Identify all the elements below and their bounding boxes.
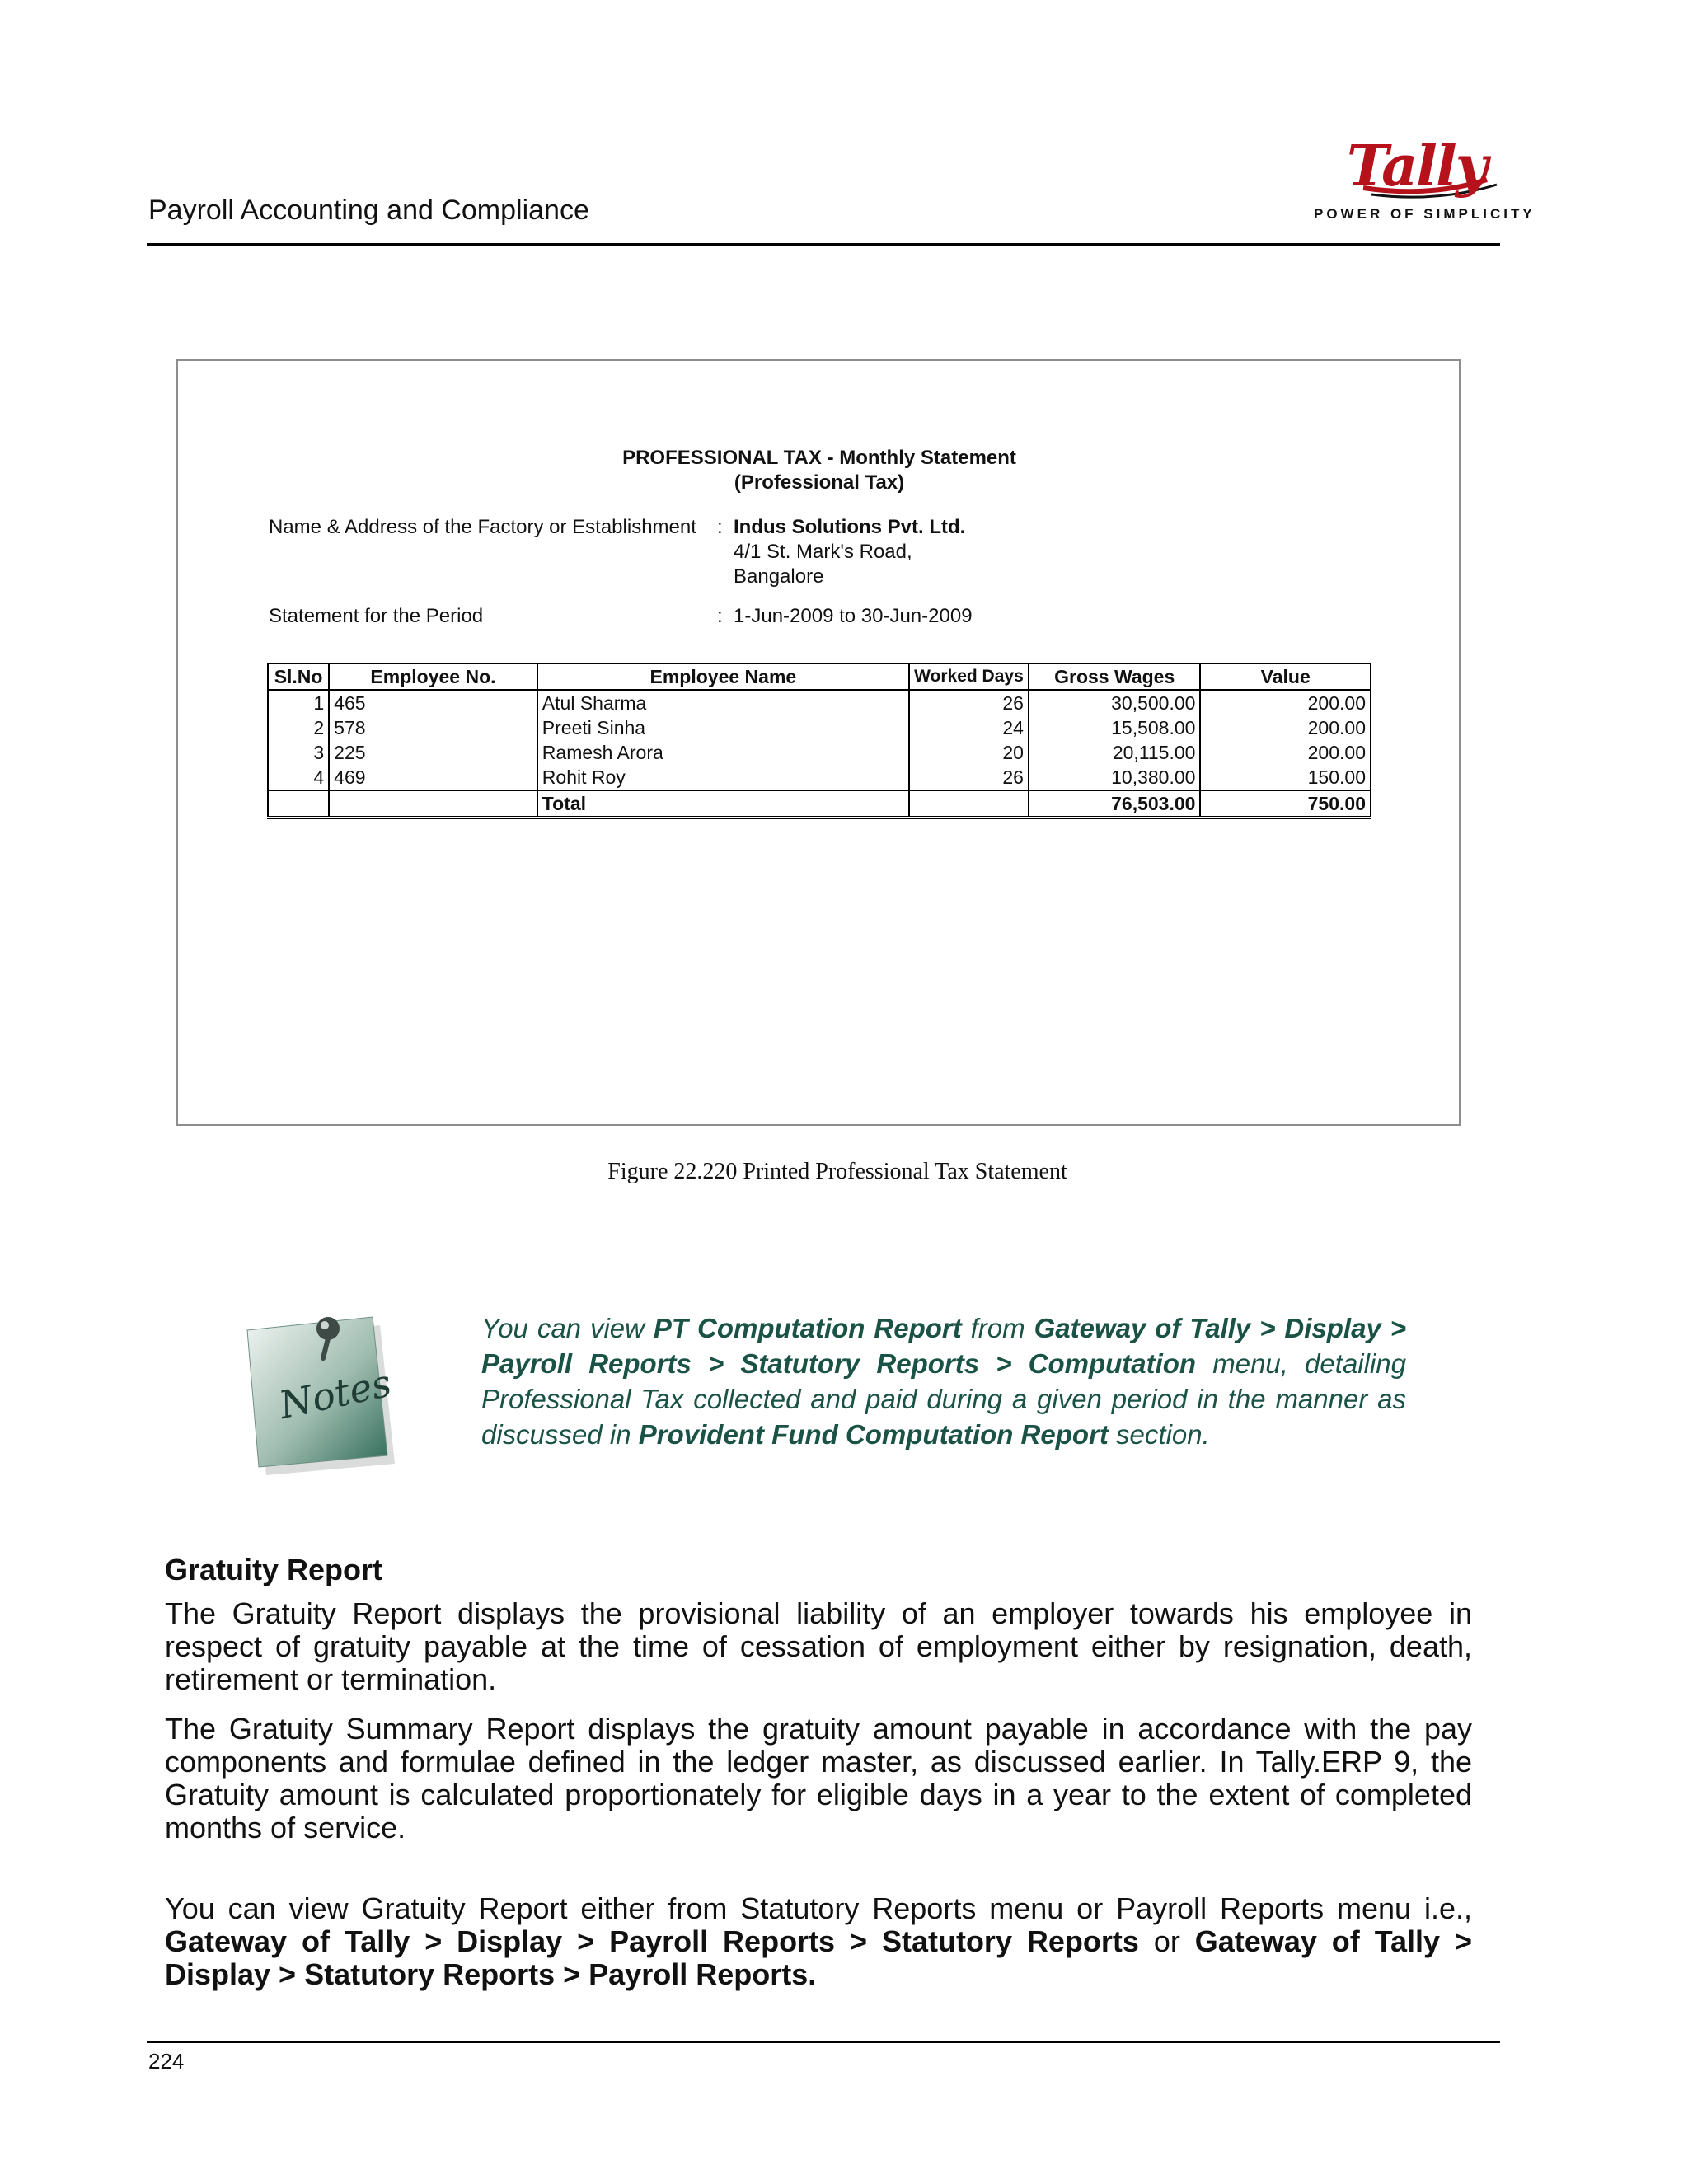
table-row [268,715,1371,740]
col-header-employee-name: Employee Name [537,663,909,690]
notes-bold-pf-computation: Provident Fund Computation Report [638,1419,1109,1450]
logo-tagline: POWER OF SIMPLICITY [1314,206,1536,222]
para3-text-2: or [1138,1924,1195,1958]
col-header-employee-no: Employee No. [329,663,537,690]
table-header-row [268,663,1371,690]
cell-gross-wages: 10,380.00 [1029,765,1201,790]
name-address-label: Name & Address of the Factory or Establishment [269,516,696,538]
notes-text-2: from [961,1313,1034,1343]
cell-worked-days: 20 [909,740,1029,765]
page-number: 224 [148,2049,185,2074]
name-address-separator: : [717,516,723,538]
notes-bold-pt-computation: PT Computation Report [653,1313,962,1343]
para3-text-1: You can view Gratuity Report either from Statutory Reports menu or Payroll Reports menu i.e., [165,1891,1472,1925]
col-header-gross-wages: Gross Wages [1029,663,1201,690]
notes-icon-text: Notes [274,1360,396,1428]
statement-title: PROFESSIONAL TAX - Monthly Statement [622,447,1016,469]
paragraph-gratuity-summary: The Gratuity Summary Report displays the gratuity amount payable in accordance with the pay components and formulae defined in the ledger master, as discussed earlier. In Tally.ERP 9, the Gratuity amount is calculated proportionately for eligible days in a year to the extent of completed months of service. [165,1712,1472,1844]
table-row [268,740,1371,765]
logo-wordmark: Tally [1347,134,1487,199]
statement-subtitle: (Professional Tax) [734,471,905,494]
para3-bold-path-2: Gateway of Tally > Display > Statutory Reports > Payroll Reports. [165,1924,1473,1991]
notes-callout-text [481,1310,1406,1452]
paragraph-view-gratuity [165,1892,1472,1991]
cell-employee-no: 225 [329,740,537,765]
cell-employee-name: Ramesh Arora [537,740,909,765]
col-header-slno: Sl.No [268,663,329,690]
pt-statement-table [267,663,1372,819]
para3-bold-path-1: Gateway of Tally > Display > Payroll Reports > Statutory Reports [165,1924,1139,1958]
cell-value: 200.00 [1200,740,1371,765]
notes-text-1: You can view [481,1313,654,1343]
cell-value: 150.00 [1200,765,1371,790]
cell-empty [909,790,1029,818]
period-separator: : [717,605,723,627]
cell-slno: 4 [268,765,329,790]
cell-empty [329,790,537,818]
cell-slno: 3 [268,740,329,765]
cell-value: 200.00 [1200,690,1371,715]
table-total-row [268,790,1371,818]
col-header-value: Value [1200,663,1371,690]
company-name: Indus Solutions Pvt. Ltd. [734,516,966,538]
figure-caption: Figure 22.220 Printed Professional Tax Statement [607,1159,1067,1184]
cell-slno: 2 [268,715,329,740]
section-heading: Gratuity Report [165,1553,383,1586]
cell-gross-wages: 30,500.00 [1029,690,1201,715]
cell-total-gross: 76,503.00 [1029,790,1201,818]
notes-icon [244,1305,401,1475]
cell-worked-days: 24 [909,715,1029,740]
header-rule [147,243,1500,246]
cell-gross-wages: 20,115.00 [1029,740,1201,765]
period-label: Statement for the Period [269,605,484,627]
company-address-line2: Bangalore [734,565,824,588]
notes-text-4: section. [1108,1419,1210,1450]
table-row [268,690,1371,715]
cell-value: 200.00 [1200,715,1371,740]
paragraph-gratuity-report: The Gratuity Report displays the provisional liability of an employer towards his employee in respect of gratuity payable at the time of cessation of employment either by resignation, death, retirement or termination. [165,1596,1472,1696]
cell-employee-name: Atul Sharma [537,690,909,715]
cell-gross-wages: 15,508.00 [1029,715,1201,740]
cell-worked-days: 26 [909,690,1029,715]
col-header-worked-days: Worked Days [909,663,1029,690]
running-header-title: Payroll Accounting and Compliance [148,194,589,226]
cell-slno: 1 [268,690,329,715]
cell-employee-no: 578 [329,715,537,740]
cell-employee-no: 465 [329,690,537,715]
cell-total-label: Total [537,790,909,818]
period-value: 1-Jun-2009 to 30-Jun-2009 [734,605,973,627]
table-row [268,765,1371,790]
company-address-line1: 4/1 St. Mark's Road, [734,541,912,563]
cell-empty [268,790,329,818]
footer-rule [147,2041,1500,2043]
cell-total-value: 750.00 [1200,790,1371,818]
cell-employee-name: Preeti Sinha [537,715,909,740]
cell-employee-no: 469 [329,765,537,790]
tally-logo [1314,134,1536,224]
notes-bold-menu-path: Gateway of Tally > Display > Payroll Reports > Statutory Reports > Computation [481,1313,1406,1379]
notes-text-3: menu, detailing Professional Tax collected and paid during a given period in the manner as discussed in [481,1348,1407,1450]
cell-worked-days: 26 [909,765,1029,790]
cell-employee-name: Rohit Roy [537,765,909,790]
